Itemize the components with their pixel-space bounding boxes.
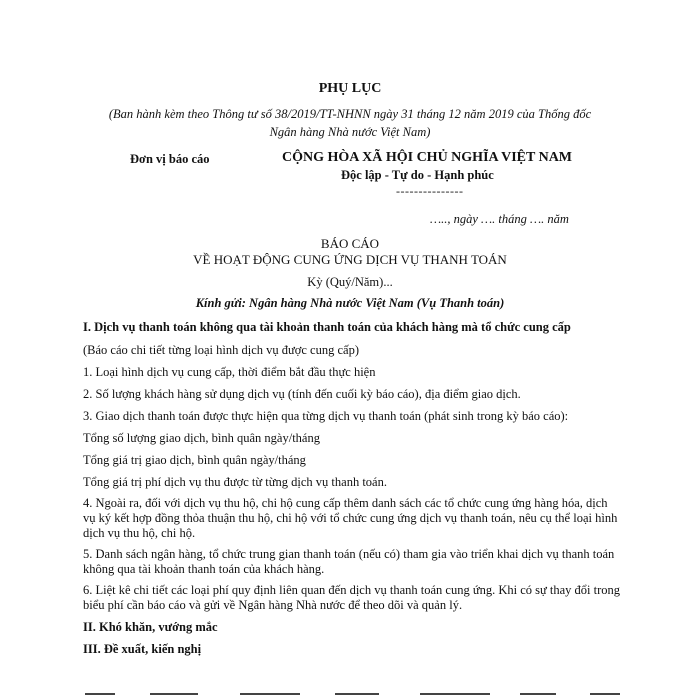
- cut-off-text-line: [0, 693, 700, 700]
- section-1-item-6: 6. Liệt kê chi tiết các loại phí quy định liên quan đến dịch vụ thanh toán cung ứng. Khi có sự thay đổi trong biểu phí cần báo cáo và gửi về Ngân hàng Nhà nước để theo dõi và quản lý.: [83, 583, 621, 612]
- report-body: [83, 320, 623, 657]
- section-1-heading: I. Dịch vụ thanh toán không qua tài khoản thanh toán của khách hàng mà tổ chức cung cấp: [83, 320, 571, 334]
- section-1-item-4: 4. Ngoài ra, đối với dịch vụ thu hộ, chi hộ cung cấp thêm danh sách các tổ chức cung ứng hàng hóa, dịch vụ ký kết hợp đồng thỏa thuận thu hộ, chi hộ với tổ chức cung ứng dịch vụ thanh toán, nêu cụ thể loại hình dịch vụ thu hộ, chi hộ.: [83, 496, 618, 540]
- section-2-heading: II. Khó khăn, vướng mắc: [83, 620, 218, 634]
- section-1-item-1: 1. Loại hình dịch vụ cung cấp, thời điểm bắt đầu thực hiện: [83, 365, 376, 379]
- appendix-subtitle-line-1: (Ban hành kèm theo Thông tư số 38/2019/TT-NHNN ngày 31 tháng 12 năm 2019 của Thống đốc: [108, 107, 592, 121]
- appendix-title: PHỤ LỤC: [318, 81, 382, 96]
- report-period: Kỳ (Quý/Năm)...: [307, 275, 393, 289]
- national-motto: Độc lập - Tự do - Hạnh phúc: [341, 168, 494, 182]
- section-1-item-2: 2. Số lượng khách hàng sử dụng dịch vụ (tính đến cuối kỳ báo cáo), địa điểm giao dịch.: [83, 387, 521, 401]
- text-fragment: [240, 693, 300, 695]
- appendix-subtitle: [0, 105, 700, 141]
- text-fragment: [335, 693, 379, 695]
- header-separator: ---------------: [396, 184, 464, 198]
- report-recipient: Kính gửi: Ngân hàng Nhà nước Việt Nam (Vụ Thanh toán): [195, 296, 505, 310]
- text-fragment: [520, 693, 556, 695]
- section-1-note: (Báo cáo chi tiết từng loại hình dịch vụ được cung cấp): [83, 343, 359, 357]
- text-fragment: [85, 693, 115, 695]
- section-1-item-3: 3. Giao dịch thanh toán được thực hiện qua từng dịch vụ thanh toán (phát sinh trong kỳ báo cáo):: [83, 409, 569, 423]
- section-1-item-3-b: Tổng giá trị giao dịch, bình quân ngày/tháng: [83, 453, 306, 467]
- section-1-item-3-c: Tổng giá trị phí dịch vụ thu được từ từng dịch vụ thanh toán.: [83, 475, 387, 489]
- text-fragment: [420, 693, 490, 695]
- text-fragment: [150, 693, 198, 695]
- nation-name: CỘNG HÒA XÃ HỘI CHỦ NGHĨA VIỆT NAM: [282, 150, 573, 165]
- text-fragment: [590, 693, 620, 695]
- reporting-unit-label: Đơn vị báo cáo: [130, 152, 210, 166]
- section-1-item-3-a: Tổng số lượng giao dịch, bình quân ngày/tháng: [83, 431, 320, 445]
- report-subject: VỀ HOẠT ĐỘNG CUNG ỨNG DỊCH VỤ THANH TOÁN: [193, 252, 507, 267]
- date-line: ….., ngày …. tháng …. năm: [430, 212, 569, 226]
- section-3-heading: III. Đề xuất, kiến nghị: [83, 642, 202, 656]
- report-title: BÁO CÁO: [320, 236, 380, 251]
- appendix-subtitle-line-2: Ngân hàng Nhà nước Việt Nam): [269, 125, 431, 139]
- section-1-item-5: 5. Danh sách ngân hàng, tổ chức trung gian thanh toán (nếu có) tham gia vào triển khai dịch vụ thanh toán không qua tài khoản thanh toán của khách hàng.: [83, 547, 615, 576]
